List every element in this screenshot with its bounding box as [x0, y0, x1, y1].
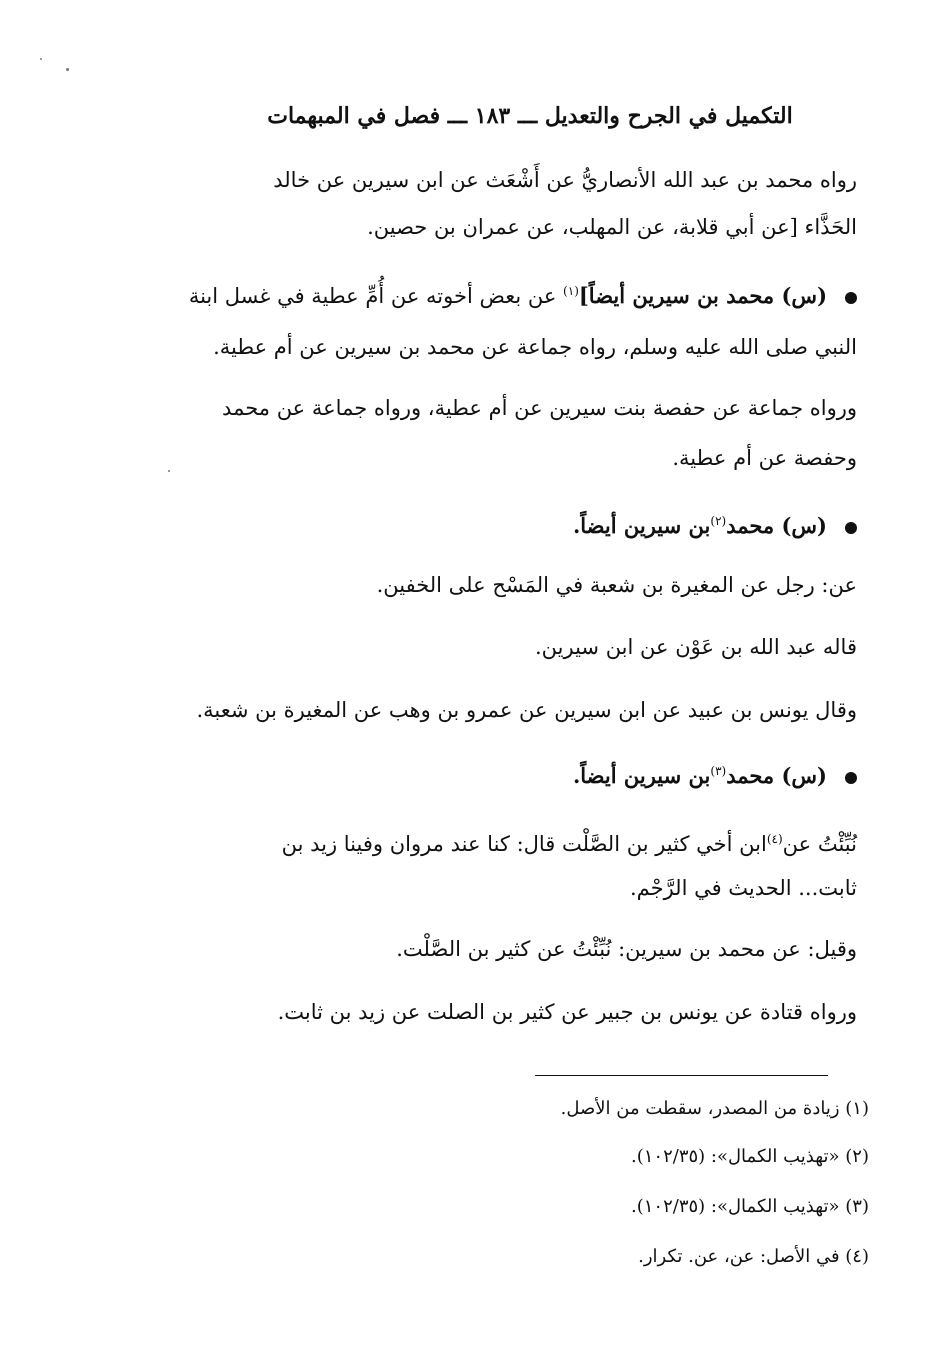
entry-2-line: [157, 506, 857, 541]
bullet-icon: [845, 772, 857, 784]
entry-3-text-start: نُبِّئْتُ عن: [782, 832, 857, 856]
footnote-ref: (٢): [710, 514, 727, 528]
entry-3-line: [157, 756, 857, 791]
entry-1-text: عن بعض أخوته عن أُمِّ عطية في غسل ابنة: [188, 284, 557, 308]
entry-3-text: ابن أخي كثير بن الصَّلْت قال: كنا عند مروان وفينا زيد بن: [281, 832, 767, 856]
entry-3-text-line: [157, 824, 857, 859]
text-line: عن: رجل عن المغيرة بن شعبة في المَسْح على الخفين.: [376, 573, 857, 597]
text-line: قاله عبد الله بن عَوْن عن ابن سيرين.: [535, 635, 857, 659]
text-line: ثابت... الحديث في الرَّجْم.: [629, 876, 857, 900]
text-line: النبي صلى الله عليه وسلم، رواه جماعة عن محمد بن سيرين عن أم عطية.: [213, 335, 857, 359]
footnote: (٢) «تهذيب الكمال»: (١٠٢/٣٥).: [631, 1146, 869, 1167]
footnote: (١) زيادة من المصدر، سقطت من الأصل.: [560, 1098, 869, 1119]
text-line: وقيل: عن محمد بن سيرين: نُبِّئْتُ عن كثير بن الصَّلْت.: [396, 937, 857, 961]
entry-1-heading: (س) محمد بن سيرين أيضاً]: [578, 283, 827, 308]
text-line: ورواه جماعة عن حفصة بنت سيرين عن أم عطية، ورواه جماعة عن محمد: [222, 396, 857, 420]
text-line: ورواه قتادة عن يونس بن جبير عن كثير بن الصلت عن زيد بن ثابت.: [277, 1000, 857, 1024]
text-line: الحَذَّاء [عن أبي قلابة، عن المهلب، عن عمران بن حصين.: [367, 215, 857, 239]
footnote-rule: [535, 1075, 828, 1076]
entry-1-line: [157, 276, 857, 311]
entry-2-heading: (س) محمد: [726, 513, 827, 538]
scan-speck: [40, 58, 42, 60]
entry-2-heading-rest: بن سيرين أيضاً.: [572, 513, 711, 538]
bullet-icon: [845, 292, 857, 304]
footnote: (٤) في الأصل: عن، عن. تكرار.: [638, 1246, 869, 1267]
footnote-ref: (٣): [710, 764, 727, 778]
text-line: وقال يونس بن عبيد عن ابن سيرين عن عمرو بن وهب عن المغيرة بن شعبة.: [196, 698, 857, 722]
footnote: (٣) «تهذيب الكمال»: (١٠٢/٣٥).: [631, 1196, 869, 1217]
entry-3-heading-rest: بن سيرين أيضاً.: [572, 763, 711, 788]
entry-3-heading: (س) محمد: [726, 763, 827, 788]
footnote-ref: (٤): [766, 832, 783, 846]
bullet-icon: [845, 522, 857, 534]
text-line: وحفصة عن أم عطية.: [672, 446, 857, 470]
scan-speck: [66, 68, 69, 71]
footnote-ref: (١): [563, 284, 579, 298]
text-line: رواه محمد بن عبد الله الأنصاريُّ عن أَشْعَث عن ابن سيرين عن خالد: [273, 168, 857, 192]
running-header: التكميل في الجرح والتعديل ـــ ١٨٣ ـــ فصل في المبهمات: [267, 103, 793, 129]
